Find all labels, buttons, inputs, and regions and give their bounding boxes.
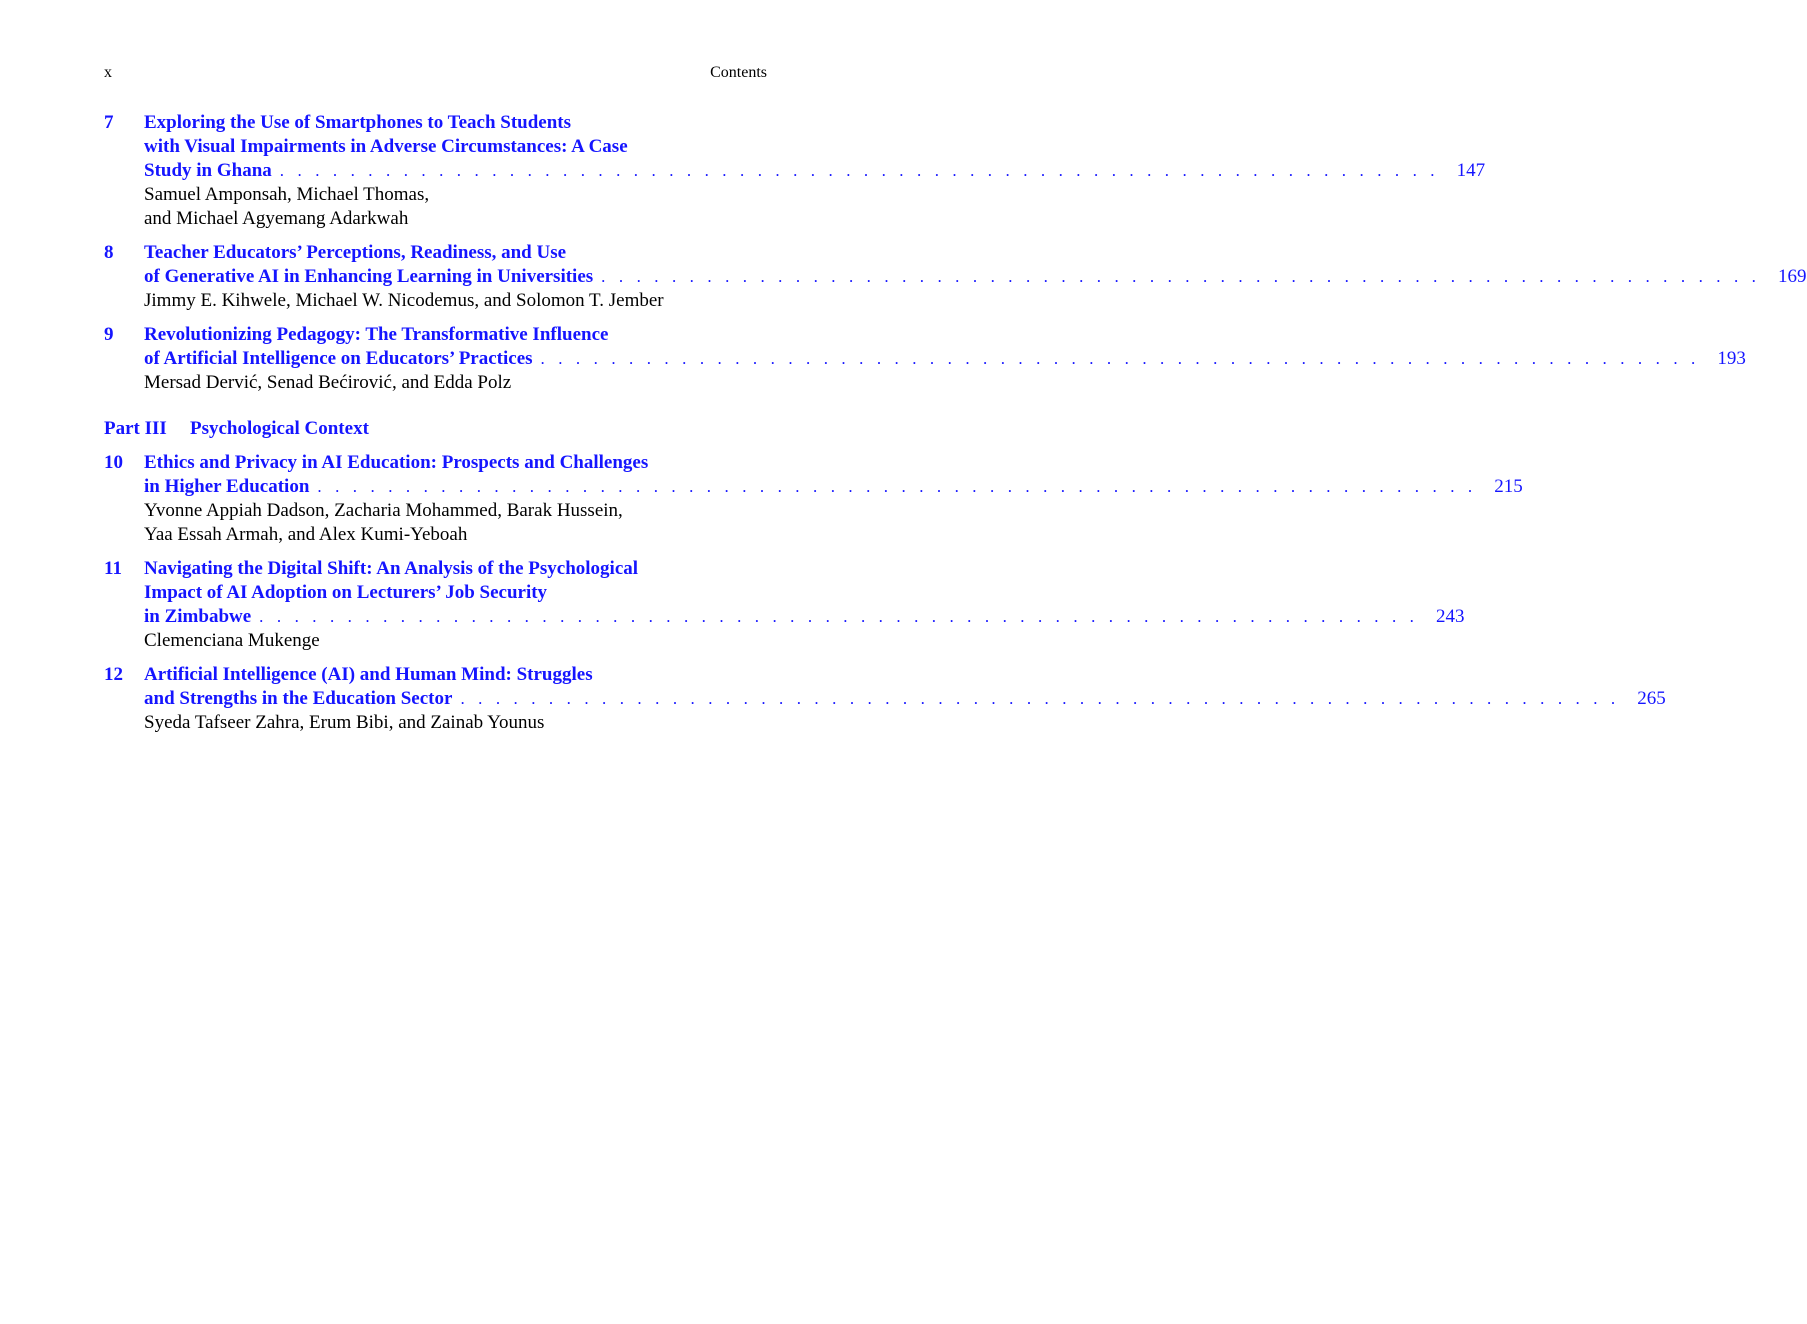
chapter-title-line[interactable]: Navigating the Digital Shift: An Analysis of the Psychological <box>144 558 639 579</box>
dot-leader: . . . . . . . . . . . . . . . . . . . . . . . . . . . . . . . . . . . . . . . . . . . . . . . . . . . . . . . . . . . . . . . . . . <box>601 267 1761 286</box>
chapter-title-line[interactable]: Exploring the Use of Smartphones to Teach Students <box>144 112 572 133</box>
chapter-authors: and Michael Agyemang Adarkwah <box>144 208 409 229</box>
part-heading[interactable] <box>104 417 767 441</box>
chapter-page-number[interactable]: 169 <box>1778 266 1807 287</box>
toc-entry-chapter-11[interactable] <box>104 557 1465 653</box>
chapter-title-line[interactable]: in Higher Education <box>144 476 310 497</box>
chapter-authors: Yaa Essah Armah, and Alex Kumi-Yeboah <box>144 524 468 545</box>
dot-leader: . . . . . . . . . . . . . . . . . . . . . . . . . . . . . . . . . . . . . . . . . . . . . . . . . . . . . . . . . . . . . . . . . . <box>540 349 1700 368</box>
toc-entry-chapter-7[interactable] <box>104 111 1486 231</box>
chapter-title-line[interactable]: of Generative AI in Enhancing Learning in Universities <box>144 266 594 287</box>
chapter-number: 9 <box>104 324 114 345</box>
toc-entry-chapter-8[interactable] <box>104 241 1807 313</box>
chapter-title-line[interactable]: Revolutionizing Pedagogy: The Transformative Influence <box>144 324 609 345</box>
chapter-authors: Jimmy E. Kihwele, Michael W. Nicodemus, and Solomon T. Jember <box>144 290 664 311</box>
chapter-number: 8 <box>104 242 114 263</box>
chapter-title-line[interactable]: in Zimbabwe <box>144 606 252 627</box>
chapter-page-number[interactable]: 147 <box>1456 160 1486 181</box>
part-label: Part III <box>104 418 167 439</box>
table-of-contents <box>104 111 1807 745</box>
chapter-number: 12 <box>104 664 123 685</box>
chapter-title-line[interactable]: Artificial Intelligence (AI) and Human Mind: Struggles <box>144 664 593 685</box>
chapter-title-line[interactable]: with Visual Impairments in Adverse Circumstances: A Case <box>144 136 628 157</box>
running-head-section: Contents <box>710 64 767 81</box>
toc-entry-chapter-10[interactable] <box>104 451 1523 547</box>
dot-leader: . . . . . . . . . . . . . . . . . . . . . . . . . . . . . . . . . . . . . . . . . . . . . . . . . . . . . . . . . . . . . . . . . . <box>460 689 1620 708</box>
dot-leader: . . . . . . . . . . . . . . . . . . . . . . . . . . . . . . . . . . . . . . . . . . . . . . . . . . . . . . . . . . . . . . . . . . <box>279 161 1440 180</box>
part-title: Psychological Context <box>190 418 369 439</box>
chapter-number: 10 <box>104 452 123 473</box>
chapter-authors: Syeda Tafseer Zahra, Erum Bibi, and Zainab Younus <box>144 712 545 733</box>
running-head <box>104 64 767 88</box>
page-folio: x <box>104 64 112 81</box>
chapter-authors: Yvonne Appiah Dadson, Zacharia Mohammed, Barak Hussein, <box>144 500 623 521</box>
chapter-page-number[interactable]: 243 <box>1436 606 1465 627</box>
chapter-title-line[interactable]: of Artificial Intelligence on Educators’ Practices <box>144 348 533 369</box>
chapter-authors: Mersad Dervić, Senad Bećirović, and Edda Polz <box>144 372 512 393</box>
chapter-authors: Samuel Amponsah, Michael Thomas, <box>144 184 430 205</box>
toc-entry-chapter-9[interactable] <box>104 323 1746 395</box>
chapter-authors: Clemenciana Mukenge <box>144 630 320 651</box>
dot-leader: . . . . . . . . . . . . . . . . . . . . . . . . . . . . . . . . . . . . . . . . . . . . . . . . . . . . . . . . . . . . . . . . . . <box>259 607 1419 626</box>
chapter-number: 7 <box>104 112 114 133</box>
chapter-title-line[interactable]: Teacher Educators’ Perceptions, Readiness, and Use <box>144 242 567 263</box>
toc-entry-chapter-12[interactable] <box>104 663 1666 735</box>
chapter-title-line[interactable]: Study in Ghana <box>144 160 272 181</box>
chapter-page-number[interactable]: 193 <box>1717 348 1746 369</box>
chapter-title-line[interactable]: and Strengths in the Education Sector <box>144 688 453 709</box>
chapter-title-line[interactable]: Ethics and Privacy in AI Education: Prospects and Challenges <box>144 452 649 473</box>
chapter-title-line[interactable]: Impact of AI Adoption on Lecturers’ Job Security <box>144 582 548 603</box>
dot-leader: . . . . . . . . . . . . . . . . . . . . . . . . . . . . . . . . . . . . . . . . . . . . . . . . . . . . . . . . . . . . . . . . . . <box>317 477 1477 496</box>
chapter-page-number[interactable]: 215 <box>1494 476 1523 497</box>
chapter-number: 11 <box>104 558 122 579</box>
chapter-page-number[interactable]: 265 <box>1637 688 1666 709</box>
